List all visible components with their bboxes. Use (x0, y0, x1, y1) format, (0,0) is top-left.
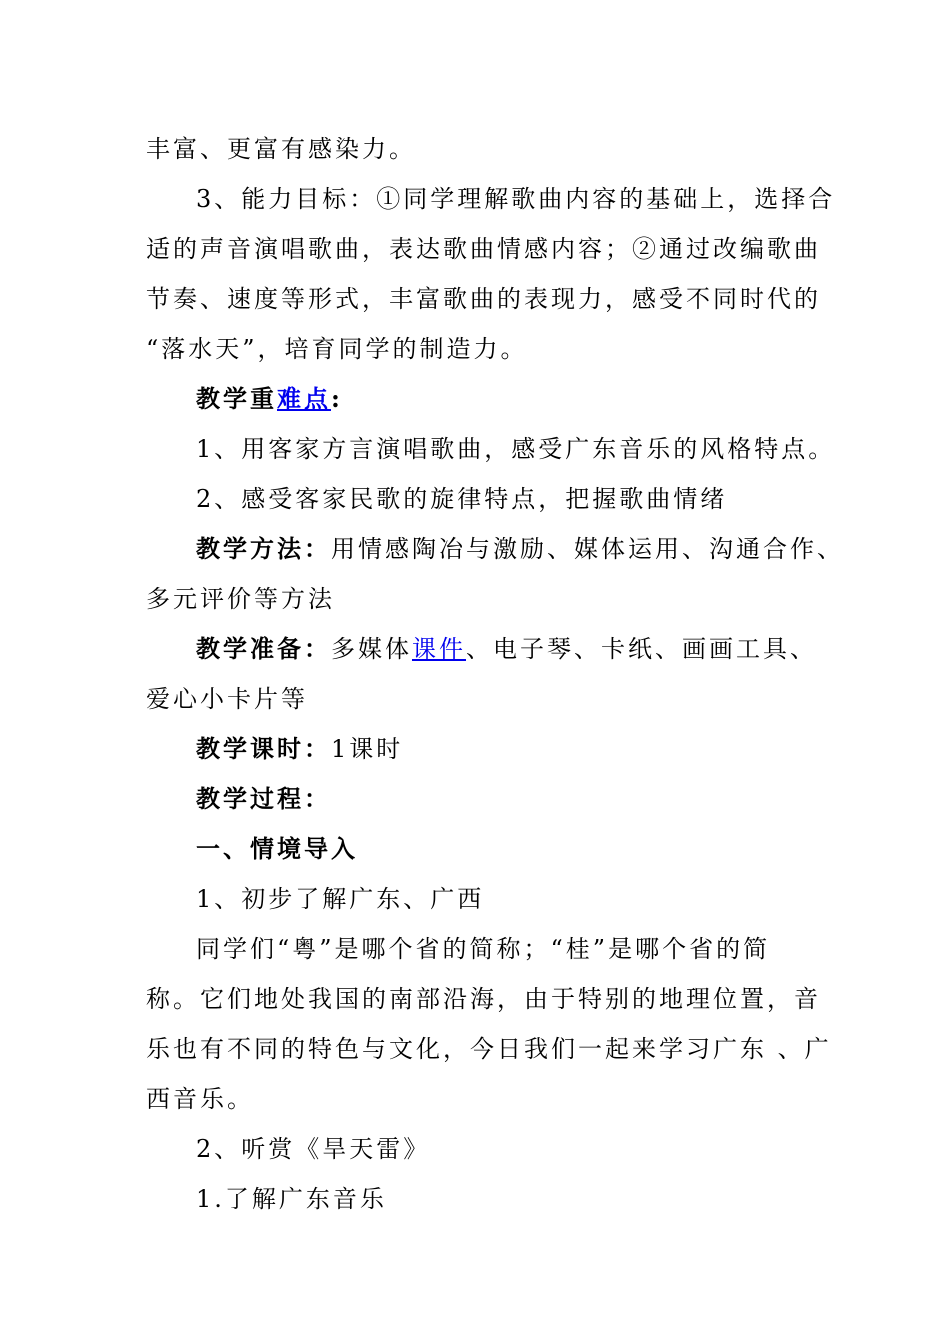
key-difficulty-heading (196, 384, 343, 414)
teaching-prep-label: 教学准备： (196, 634, 331, 663)
teaching-process-heading: 教学过程： (196, 784, 331, 813)
courseware-link[interactable]: 课件 (412, 635, 466, 663)
teaching-method-label: 教学方法： (196, 534, 331, 563)
paragraph-line: 丰富、更富有感染力。 (146, 135, 416, 163)
paragraph-line: 爱心小卡片等 (146, 685, 308, 713)
teaching-method-line (196, 534, 844, 564)
heading-text: 教学重 (196, 384, 277, 413)
paragraph-line: “落水天”，培育同学的制造力。 (146, 335, 528, 363)
list-item: 1、初步了解广东、广西 (196, 885, 485, 913)
ability-goal-line: 3、能力目标：①同学理解歌曲内容的基础上，选择合 (196, 185, 836, 213)
list-item: 2、感受客家民歌的旋律特点，把握歌曲情绪 (196, 485, 728, 513)
paragraph-line: 多元评价等方法 (146, 585, 335, 613)
heading-colon: : (331, 384, 343, 413)
list-item: 1.了解广东音乐 (196, 1185, 387, 1213)
paragraph-line: 适的声音演唱歌曲，表达歌曲情感内容；②通过改编歌曲 (146, 235, 821, 263)
teaching-prep-text-rest: 、电子琴、卡纸、画画工具、 (466, 635, 817, 663)
teaching-prep-text: 多媒体 (331, 635, 412, 663)
list-item: 1、用客家方言演唱歌曲，感受广东音乐的风格特点。 (196, 435, 836, 463)
class-hours-line (196, 734, 403, 764)
paragraph-line: 乐也有不同的特色与文化，今日我们一起来学习广东 、广 (146, 1035, 832, 1063)
difficulty-link[interactable]: 难点 (277, 384, 331, 413)
paragraph-line: 同学们“粤”是哪个省的简称；“桂”是哪个省的简 (196, 935, 771, 963)
list-item: 2、听赏《旱天雷》 (196, 1135, 431, 1163)
section-heading: 一、情境导入 (196, 834, 358, 863)
teaching-method-text: 用情感陶冶与激励、媒体运用、沟通合作、 (331, 535, 844, 563)
teaching-prep-line (196, 634, 817, 664)
paragraph-line: 称。它们地处我国的南部沿海，由于特别的地理位置，音 (146, 985, 821, 1013)
paragraph-line: 节奏、速度等形式，丰富歌曲的表现力，感受不同时代的 (146, 285, 821, 313)
paragraph-line: 西音乐。 (146, 1085, 254, 1113)
class-hours-label: 教学课时： (196, 734, 331, 763)
class-hours-value: 1课时 (331, 735, 404, 763)
